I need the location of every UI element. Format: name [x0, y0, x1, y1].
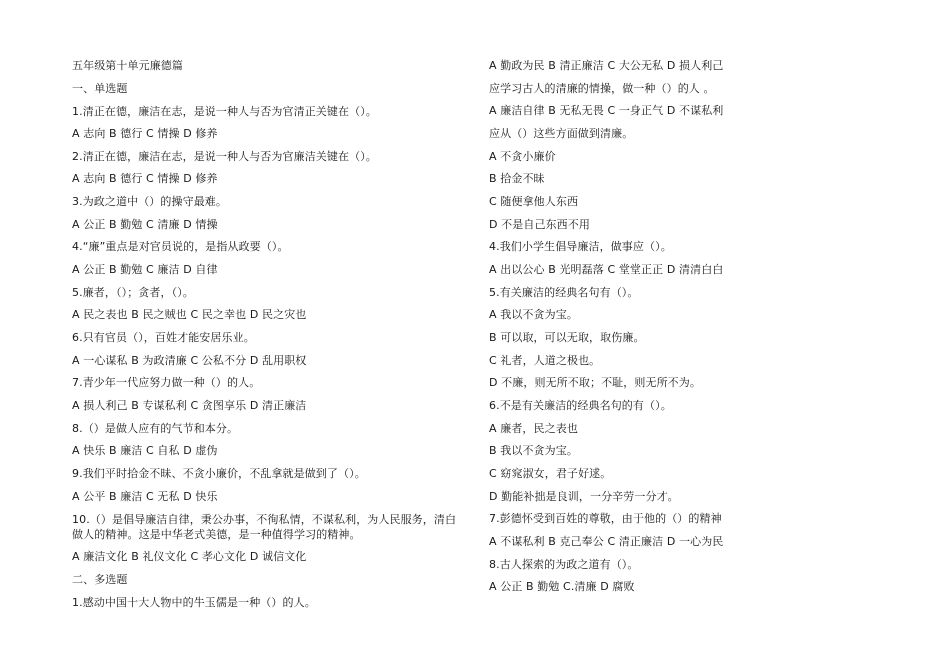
option-item: A 不贪小廉价: [489, 150, 556, 163]
document-title: 五年级第十单元廉德篇: [72, 59, 183, 72]
question-line: 2.清正在德，廉洁在志，是说一种人与否为官廉洁关键在（）。: [72, 150, 377, 163]
option-item: C 窈窕淑女，君子好逑。: [489, 467, 612, 480]
question-line: 5.有关廉洁的经典名句有（）。: [489, 286, 639, 299]
question-line: 4.“廉”重点是对官员说的，是指从政要（）。: [72, 240, 289, 253]
question-line: 7.彭德怀受到百姓的尊敬，由于他的（）的精神: [489, 512, 722, 525]
question-line: 6.不是有关廉洁的经典名句的有（）。: [489, 399, 672, 412]
option-item: A 我以不贪为宝。: [489, 308, 578, 321]
option-item: C 礼者，人道之极也。: [489, 354, 601, 367]
options-line: A 损人利己 B 专谋私利 C 贪图享乐 D 清正廉洁: [72, 399, 307, 412]
option-item: D 勤能补拙是良训，一分辛劳一分才。: [489, 490, 679, 503]
options-line: A 勤政为民 B 清正廉洁 C 大公无私 D 损人利己: [489, 59, 724, 72]
section-heading: 二、多选题: [72, 573, 128, 586]
question-line: 应学习古人的清廉的情操，做一种（）的人 。: [489, 82, 715, 95]
question-line: 8.（）是做人应有的气节和本分。: [72, 422, 239, 435]
question-line: 1.清正在德，廉洁在志，是说一种人与否为官清正关键在（）。: [72, 105, 377, 118]
options-line: A 公正 B 勤勉 C 廉洁 D 自律: [72, 263, 218, 276]
options-line: A 一心谋私 B 为政清廉 C 公私不分 D 乱用职权: [72, 354, 307, 367]
question-line: 7.青少年一代应努力做一种（）的人。: [72, 376, 261, 389]
question-line: 3.为政之道中（）的操守最难。: [72, 195, 227, 208]
options-line: A 廉洁文化 B 礼仪文化 C 孝心文化 D 诚信文化: [72, 550, 307, 563]
question-line: 9.我们平时拾金不昧、不贪小廉价，不乱拿就是做到了（）。: [72, 467, 366, 480]
question-line: 6.只有官员（），百姓才能安居乐业。: [72, 331, 255, 344]
question-line: 4.我们小学生倡导廉洁，做事应（）。: [489, 240, 672, 253]
options-line: A 出以公心 B 光明磊落 C 堂堂正正 D 清清白白: [489, 263, 724, 276]
question-line: 8.古人探索的为政之道有（）。: [489, 558, 639, 571]
option-item: D 不廉，则无所不取；不耻，则无所不为。: [489, 376, 701, 389]
option-item: B 可以取，可以无取，取伤廉。: [489, 331, 645, 344]
options-line: A 公平 B 廉洁 C 无私 D 快乐: [72, 490, 218, 503]
question-line: 10.（）是倡导廉洁自律，秉公办事，不徇私情，不谋私利，为人民服务，清白做人的精神。这是中华老式美德，是一种值得学习的精神。: [72, 513, 457, 541]
options-line: A 志向 B 德行 C 情操 D 修养: [72, 127, 218, 140]
options-line: A 志向 B 德行 C 情操 D 修养: [72, 172, 218, 185]
options-line: A 廉洁自律 B 无私无畏 C 一身正气 D 不谋私利: [489, 104, 724, 117]
options-line: A 公正 B 勤勉 C.清廉 D 腐败: [489, 580, 635, 593]
option-item: C 随便拿他人东西: [489, 195, 579, 208]
options-line: A 不谋私利 B 克己奉公 C 清正廉洁 D 一心为民: [489, 535, 724, 548]
option-item: D 不是自己东西不用: [489, 218, 590, 231]
question-line: 5.廉者，（）；贪者，（）。: [72, 286, 194, 299]
section-heading: 一、单选题: [72, 82, 128, 95]
question-line: 1.感动中国十大人物中的牛玉儒是一种（）的人。: [72, 596, 316, 609]
option-item: A 廉者，民之表也: [489, 422, 578, 435]
options-line: A 公正 B 勤勉 C 清廉 D 情操: [72, 218, 218, 231]
question-line: 应从（）这些方面做到清廉。: [489, 127, 634, 140]
option-item: B 我以不贪为宝。: [489, 444, 578, 457]
option-item: B 拾金不昧: [489, 172, 545, 185]
options-line: A 民之表也 B 民之贼也 C 民之幸也 D 民之灾也: [72, 308, 307, 321]
options-line: A 快乐 B 廉洁 C 自私 D 虚伪: [72, 444, 218, 457]
